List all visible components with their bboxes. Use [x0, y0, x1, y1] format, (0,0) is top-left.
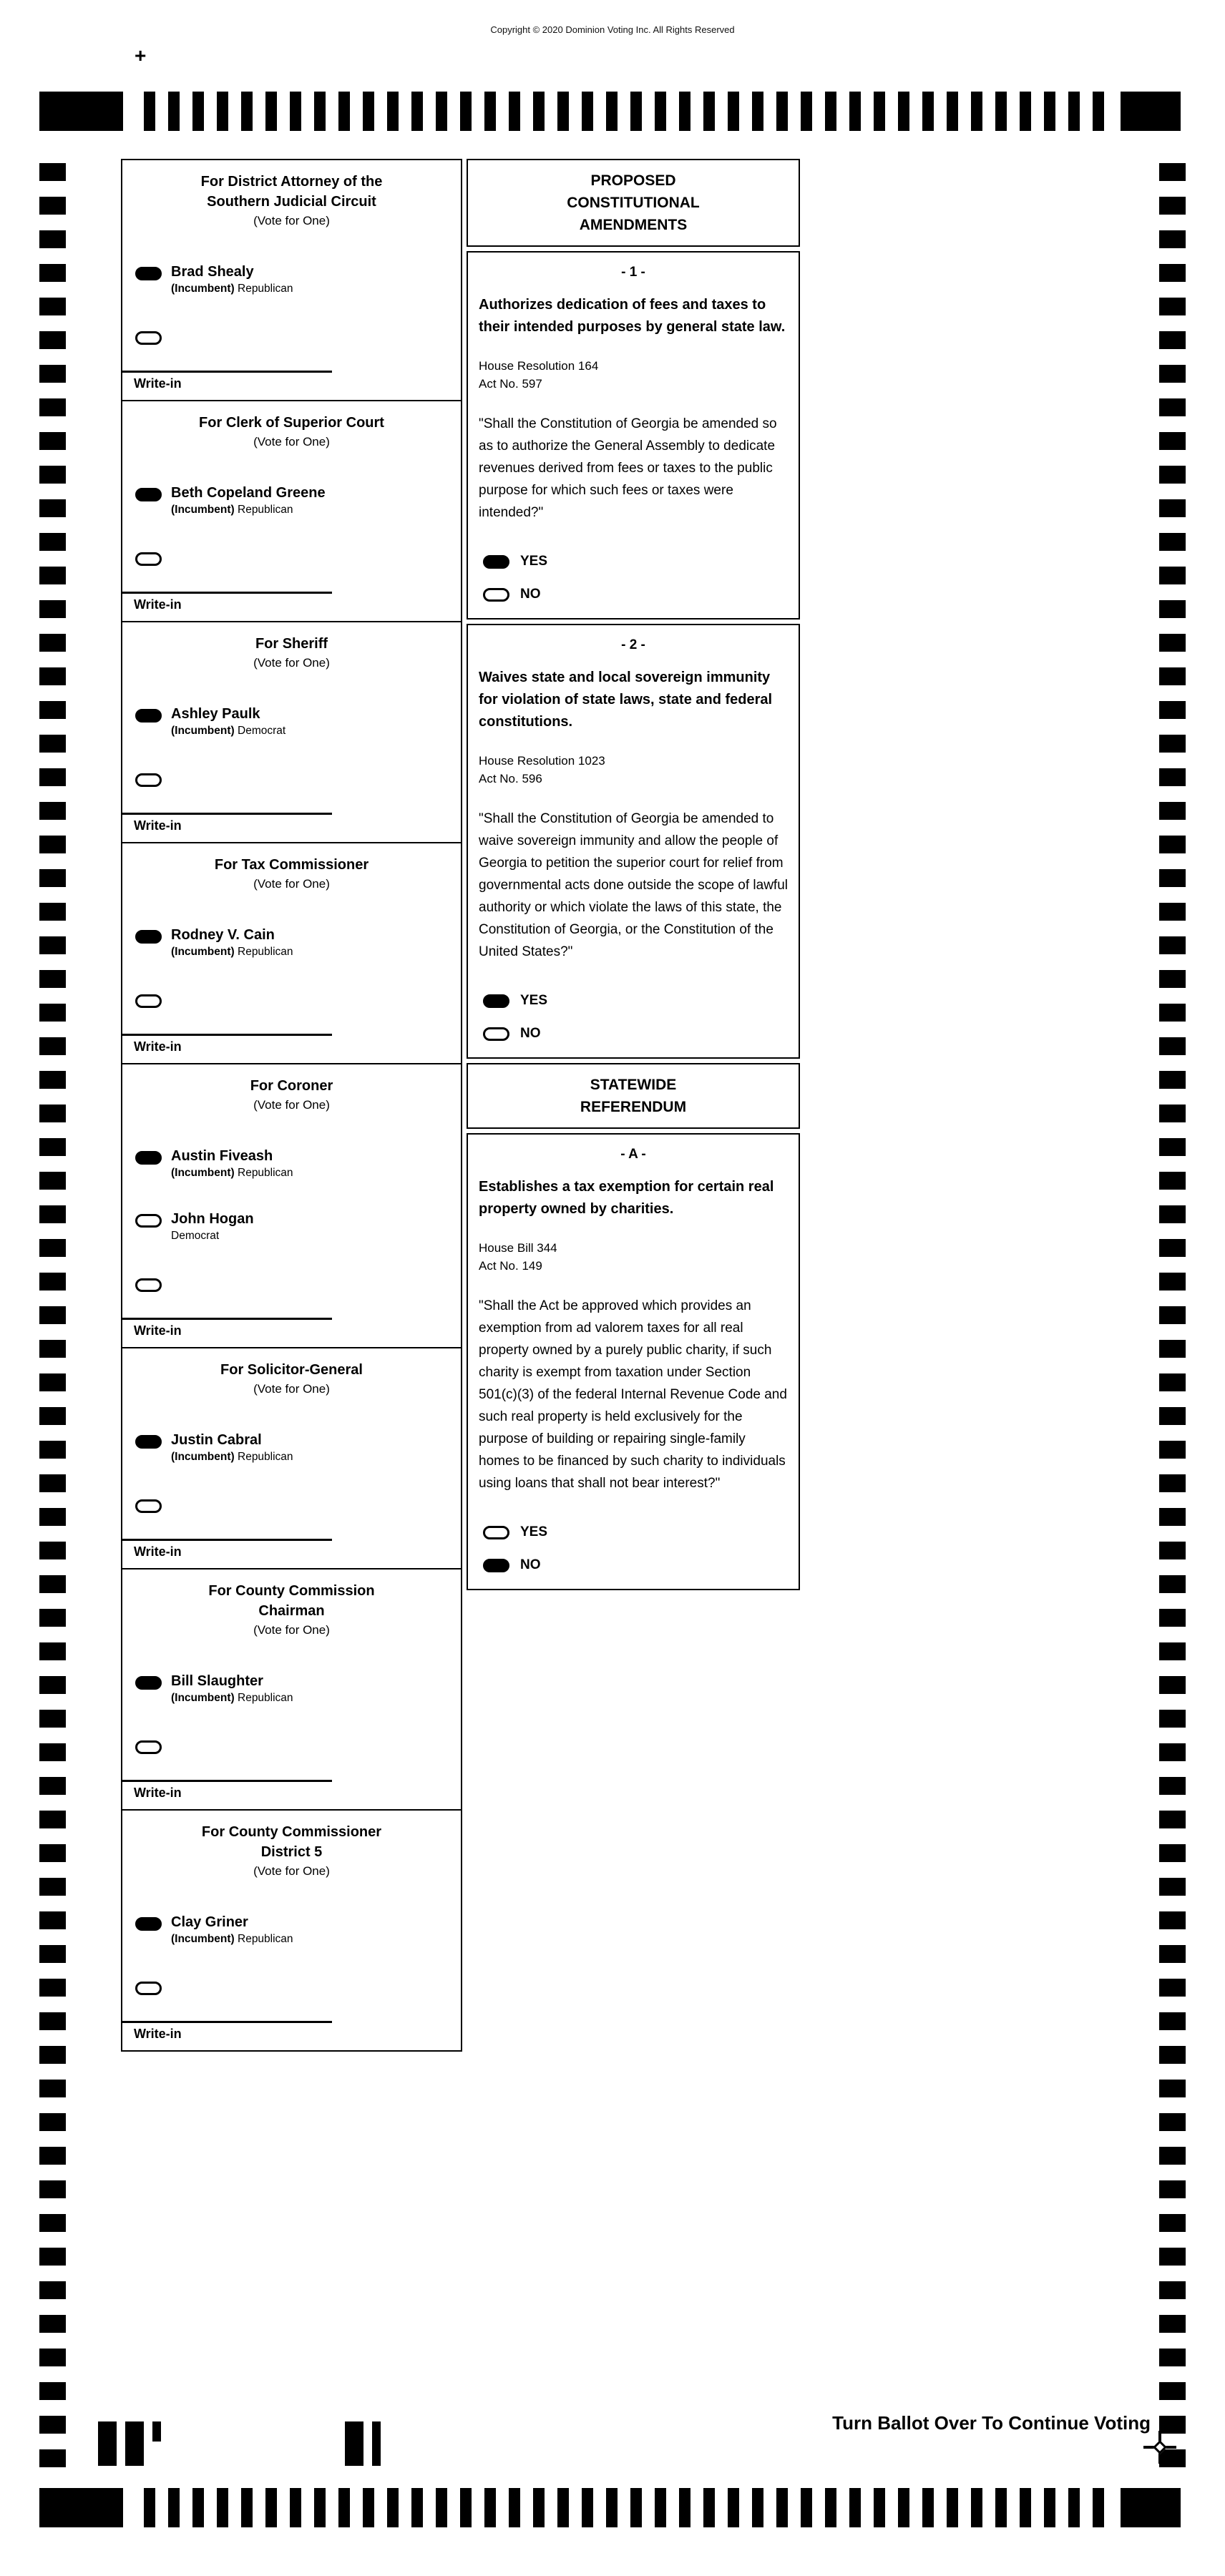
write-in-bubble[interactable] — [135, 1982, 162, 1995]
vote-bubble-brad-shealy[interactable] — [135, 267, 162, 280]
candidate-name: Bill Slaughter — [171, 1673, 263, 1689]
vote-for-instruction: (Vote for One) — [253, 1623, 330, 1637]
yes-choice-row — [483, 554, 788, 569]
write-in-line[interactable] — [122, 1318, 332, 1320]
measure-amendment-1 — [467, 251, 800, 619]
incumbent-label: (Incumbent) — [171, 725, 235, 737]
write-in-bubble-row — [135, 991, 461, 1008]
contest-title: For Coroner — [250, 1078, 333, 1094]
candidate-detail — [171, 1228, 254, 1243]
vote-bubble-ashley-paulk[interactable] — [135, 709, 162, 723]
vote-for-instruction: (Vote for One) — [253, 1098, 330, 1112]
candidate-info — [171, 1673, 293, 1705]
measure-number: - 2 - — [621, 637, 645, 652]
write-in-label: Write-in — [134, 1544, 182, 1559]
yes-bubble[interactable] — [483, 1526, 509, 1539]
turn-ballot-over-instruction: Turn Ballot Over To Continue Voting — [832, 2412, 1151, 2434]
measure-references — [479, 1239, 788, 1275]
no-choice-row — [483, 1026, 788, 1042]
no-bubble[interactable] — [483, 588, 509, 602]
timing-block — [1121, 92, 1181, 131]
candidate-info — [171, 926, 293, 959]
contest-title: For District Attorney of the — [200, 174, 383, 190]
vote-bubble-clay-griner[interactable] — [135, 1917, 162, 1931]
contest-title: For Solicitor-General — [220, 1362, 363, 1378]
candidate-row — [135, 484, 461, 517]
candidate-row — [135, 1147, 461, 1180]
write-in-bubble-row — [135, 1978, 461, 1995]
referendum-header — [468, 1064, 799, 1127]
contest-header — [122, 160, 461, 233]
no-label: NO — [520, 587, 541, 602]
yes-label: YES — [520, 554, 548, 569]
candidate-detail — [171, 502, 326, 517]
write-in-bubble[interactable] — [135, 773, 162, 787]
write-in-bubble-row — [135, 549, 461, 566]
candidate-detail — [171, 944, 293, 959]
candidate-name: Ashley Paulk — [171, 706, 260, 722]
write-in-bubble[interactable] — [135, 331, 162, 345]
write-in-line[interactable] — [122, 813, 332, 815]
contest-county-commissioner-district-5 — [121, 1809, 462, 2052]
measure-summary: Waives state and local sovereign immunity for violation of state laws, state and federal constitutions. — [479, 670, 773, 730]
no-choice-row — [483, 1557, 788, 1573]
contest-header — [122, 1569, 461, 1642]
write-in-label: Write-in — [134, 2027, 182, 2041]
no-label: NO — [520, 1557, 541, 1572]
write-in-line[interactable] — [122, 2021, 332, 2023]
vote-bubble-austin-fiveash[interactable] — [135, 1151, 162, 1165]
measure-number: - 1 - — [621, 265, 645, 280]
contest-header — [122, 843, 461, 896]
timing-marks-left — [39, 163, 66, 2468]
write-in-bubble[interactable] — [135, 1740, 162, 1754]
write-in-bubble[interactable] — [135, 1499, 162, 1513]
write-in-label: Write-in — [134, 1323, 182, 1338]
contest-header — [122, 1064, 461, 1117]
write-in-label: Write-in — [134, 376, 182, 391]
candidate-row — [135, 1673, 461, 1705]
reference-line: House Bill 344 — [479, 1241, 557, 1255]
party-label: Republican — [238, 1933, 293, 1945]
header-line: REFERENDUM — [580, 1099, 687, 1115]
contest-header — [122, 1811, 461, 1884]
contest-title: For Clerk of Superior Court — [199, 415, 384, 431]
contest-solicitor-general — [121, 1347, 462, 1569]
candidate-name: John Hogan — [171, 1211, 254, 1227]
measure-question: "Shall the Constitution of Georgia be amended so as to authorize the General Assembly to dedicate revenues derived from fees or taxes to the public purpose for which such fees or taxes were intended?" — [479, 416, 777, 520]
write-in-bubble[interactable] — [135, 552, 162, 566]
contest-title: Southern Judicial Circuit — [207, 194, 376, 210]
measure-amendment-2 — [467, 624, 800, 1059]
party-label: Republican — [238, 1167, 293, 1179]
measure-summary: Establishes a tax exemption for certain real property owned by charities. — [479, 1179, 774, 1217]
vote-bubble-beth-copeland-greene[interactable] — [135, 488, 162, 501]
amendments-header — [468, 160, 799, 245]
candidate-row — [135, 926, 461, 959]
contest-header — [122, 401, 461, 454]
yes-bubble[interactable] — [483, 994, 509, 1008]
no-choice-row — [483, 587, 788, 602]
timing-marks-right — [1159, 163, 1186, 2468]
copyright-text: Copyright © 2020 Dominion Voting Inc. All Rights Reserved — [490, 24, 735, 35]
write-in-label: Write-in — [134, 597, 182, 612]
contests-column — [121, 159, 462, 2052]
vote-for-instruction: (Vote for One) — [253, 656, 330, 670]
no-bubble[interactable] — [483, 1559, 509, 1572]
candidate-row — [135, 705, 461, 738]
contest-title: For County Commissioner — [201, 1824, 382, 1840]
reference-line: House Resolution 1023 — [479, 754, 605, 768]
write-in-bubble[interactable] — [135, 1278, 162, 1292]
candidate-name: Justin Cabral — [171, 1432, 262, 1448]
vote-for-instruction: (Vote for One) — [253, 435, 330, 449]
incumbent-label: (Incumbent) — [171, 946, 235, 958]
candidate-row — [135, 1431, 461, 1464]
candidate-detail — [171, 281, 293, 296]
candidate-row — [135, 263, 461, 296]
header-line: AMENDMENTS — [579, 217, 688, 233]
reference-line: Act No. 596 — [479, 772, 542, 785]
write-in-label: Write-in — [134, 818, 182, 833]
measure-referendum-a — [467, 1133, 800, 1590]
measure-number: - A - — [620, 1147, 646, 1162]
yes-label: YES — [520, 993, 548, 1008]
timing-block — [39, 2488, 123, 2527]
yes-label: YES — [520, 1524, 548, 1539]
measure-references — [479, 752, 788, 788]
vote-bubble-john-hogan[interactable] — [135, 1214, 162, 1228]
reference-line: Act No. 597 — [479, 377, 542, 391]
write-in-bubble-row — [135, 1737, 461, 1754]
candidate-name: Beth Copeland Greene — [171, 485, 326, 501]
vote-bubble-bill-slaughter[interactable] — [135, 1676, 162, 1690]
party-label: Republican — [238, 283, 293, 295]
contest-header — [122, 1348, 461, 1401]
candidate-detail — [171, 1690, 293, 1705]
measure-question: "Shall the Constitution of Georgia be amended to waive sovereign immunity and allow the people of Georgia to petition the superior court for relief from governmental acts done outside the scope of lawful authority or which violate the laws of this state, the Constitution of Georgia, or the Constitution of the United States?" — [479, 811, 788, 959]
write-in-line[interactable] — [122, 1034, 332, 1036]
vote-bubble-rodney-v-cain[interactable] — [135, 930, 162, 944]
candidate-info — [171, 263, 293, 296]
measure-summary: Authorizes dedication of fees and taxes to their intended purposes by general state law. — [479, 297, 786, 335]
incumbent-label: (Incumbent) — [171, 504, 235, 516]
timing-block — [1121, 2488, 1181, 2527]
stub-marks — [98, 2421, 399, 2467]
no-bubble[interactable] — [483, 1027, 509, 1041]
candidate-info — [171, 484, 326, 517]
contest-header — [122, 622, 461, 675]
contest-clerk-superior-court — [121, 400, 462, 622]
candidate-row — [135, 1914, 461, 1946]
contest-district-attorney — [121, 159, 462, 401]
write-in-line[interactable] — [122, 1539, 332, 1541]
write-in-bubble-row — [135, 1275, 461, 1292]
contest-tax-commissioner — [121, 842, 462, 1064]
contest-title: For Sheriff — [255, 636, 328, 652]
party-label: Republican — [238, 946, 293, 958]
incumbent-label: (Incumbent) — [171, 283, 235, 295]
vote-bubble-justin-cabral[interactable] — [135, 1435, 162, 1449]
candidate-name: Brad Shealy — [171, 264, 254, 280]
yes-choice-row — [483, 1524, 788, 1540]
candidate-row — [135, 1210, 461, 1243]
candidate-info — [171, 1431, 293, 1464]
timing-bars — [144, 92, 1104, 131]
timing-block — [39, 92, 123, 131]
header-line: CONSTITUTIONAL — [567, 195, 700, 211]
header-line: PROPOSED — [590, 172, 676, 189]
candidate-info — [171, 1210, 254, 1243]
candidate-detail — [171, 1931, 293, 1946]
referendum-header-box — [467, 1063, 800, 1129]
contest-sheriff — [121, 621, 462, 843]
reference-line: Act No. 149 — [479, 1259, 542, 1273]
incumbent-label: (Incumbent) — [171, 1167, 235, 1179]
candidate-detail — [171, 1165, 293, 1180]
party-label: Democrat — [238, 725, 286, 737]
write-in-line[interactable] — [122, 371, 332, 373]
alignment-plus-mark: + — [135, 44, 147, 67]
candidate-name: Austin Fiveash — [171, 1148, 273, 1164]
write-in-line[interactable] — [122, 1780, 332, 1782]
vote-for-instruction: (Vote for One) — [253, 877, 330, 891]
incumbent-label: (Incumbent) — [171, 1692, 235, 1704]
vote-for-instruction: (Vote for One) — [253, 1382, 330, 1396]
write-in-bubble-row — [135, 770, 461, 787]
candidate-detail — [171, 1449, 293, 1464]
write-in-label: Write-in — [134, 1039, 182, 1054]
header-line: STATEWIDE — [590, 1077, 677, 1093]
yes-choice-row — [483, 993, 788, 1009]
candidate-name: Clay Griner — [171, 1914, 248, 1930]
party-label: Republican — [238, 504, 293, 516]
timing-bars — [144, 2488, 1104, 2527]
write-in-bubble-row — [135, 1496, 461, 1513]
write-in-line[interactable] — [122, 592, 332, 594]
vote-for-instruction: (Vote for One) — [253, 1864, 330, 1878]
write-in-bubble-row — [135, 328, 461, 345]
candidate-detail — [171, 723, 285, 738]
party-label: Republican — [238, 1692, 293, 1704]
party-label: Republican — [238, 1451, 293, 1463]
amendments-header-box — [467, 159, 800, 247]
incumbent-label: (Incumbent) — [171, 1933, 235, 1945]
candidate-info — [171, 705, 285, 738]
candidate-name: Rodney V. Cain — [171, 927, 275, 943]
contest-title: For County Commission — [208, 1583, 375, 1599]
contest-title: Chairman — [258, 1603, 325, 1619]
alignment-crosshair-icon — [1143, 2431, 1176, 2464]
candidate-info — [171, 1147, 293, 1180]
no-label: NO — [520, 1026, 541, 1041]
write-in-bubble[interactable] — [135, 994, 162, 1008]
incumbent-label: (Incumbent) — [171, 1451, 235, 1463]
measure-references — [479, 357, 788, 393]
measure-question: "Shall the Act be approved which provides an exemption from ad valorem taxes for all real property owned by a purely public charity, if such charity is exempt from taxation under Section 501(c)(3) of the federal Internal Revenue Code and such real property is held exclusively for the purpose of building or repairing single-family homes to be financed by such charity to individuals using loans that shall not bear interest?" — [479, 1298, 787, 1491]
measures-column — [467, 159, 800, 1590]
party-label: Democrat — [171, 1230, 220, 1242]
contest-title: For Tax Commissioner — [214, 857, 369, 873]
contest-county-commission-chairman — [121, 1568, 462, 1811]
reference-line: House Resolution 164 — [479, 359, 599, 373]
vote-for-instruction: (Vote for One) — [253, 214, 330, 227]
write-in-label: Write-in — [134, 1786, 182, 1800]
candidate-info — [171, 1914, 293, 1946]
contest-title: District 5 — [260, 1844, 323, 1860]
contest-coroner — [121, 1063, 462, 1348]
yes-bubble[interactable] — [483, 555, 509, 569]
